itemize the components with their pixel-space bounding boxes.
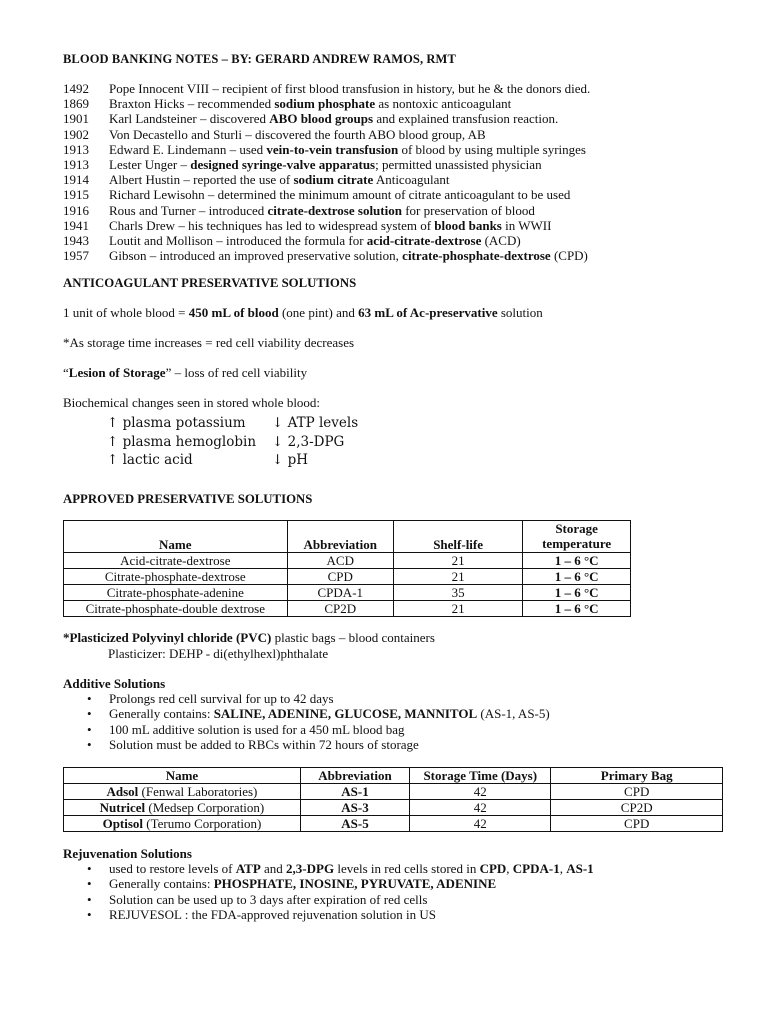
timeline-year: 1941: [63, 217, 89, 233]
table-cell: 21: [393, 600, 522, 616]
manufacturer: (Terumo Corporation): [143, 815, 262, 831]
list-item: [109, 737, 723, 753]
text-run: solution: [497, 305, 543, 321]
table-cell: 42: [410, 783, 551, 799]
timeline-row: [63, 248, 723, 263]
bold-text: SALINE, ADENINE, GLUCOSE, MANNITOL: [213, 706, 478, 722]
biochem-intro: Biochemical changes seen in stored whole blood:: [63, 395, 321, 411]
text-run: (CPD): [550, 248, 588, 264]
bold-text: citrate-dextrose solution: [267, 202, 402, 218]
bold-text: sodium phosphate: [274, 96, 376, 112]
biochemical-changes-list: [107, 414, 723, 470]
biochem-decrease: ↓ ATP levels: [272, 415, 359, 432]
table-row: [64, 552, 631, 568]
table-cell: CP2D: [551, 799, 723, 815]
text-run: in WWII: [501, 217, 552, 233]
timeline-year: 1902: [63, 126, 89, 142]
table-cell: 1 – 6 °C: [523, 584, 631, 600]
bold-text: acid-citrate-dextrose: [366, 232, 482, 248]
text-run: as nontoxic anticoagulant: [375, 96, 512, 112]
timeline-text: [109, 203, 535, 218]
table-cell: 1 – 6 °C: [523, 568, 631, 584]
document-title: BLOOD BANKING NOTES – BY: GERARD ANDREW RAMOS, RMT: [63, 52, 456, 66]
bold-text: *Plasticized Polyvinyl chloride (PVC): [63, 629, 272, 645]
timeline-year: 1492: [63, 81, 89, 96]
table-cell: 35: [393, 584, 522, 600]
table-header-row: [64, 520, 631, 552]
list-item: [109, 907, 723, 923]
biochem-decrease: ↓ pH: [272, 452, 309, 469]
table-cell: 1 – 6 °C: [523, 600, 631, 616]
rejuvenation-heading: Rejuvenation Solutions: [63, 845, 192, 861]
table-header-row: [64, 767, 723, 783]
table-cell: 42: [410, 799, 551, 815]
text-run: (one pint) and: [278, 305, 359, 321]
timeline-text: [109, 187, 570, 202]
bold-text: designed syringe-valve apparatus: [190, 156, 376, 172]
biochem-decrease: ↓ 2,3-DPG: [272, 433, 345, 450]
timeline-year: 1901: [63, 111, 89, 127]
plasticizer-line: Plasticizer: DEHP - di(ethylhexl)phthalate: [108, 645, 329, 661]
list-item: [109, 876, 723, 892]
bold-text: CPDA-1: [512, 860, 560, 876]
bold-text: ATP: [235, 860, 261, 876]
table-cell: AS-1: [300, 783, 409, 799]
bold-text: ABO blood groups: [269, 111, 374, 127]
history-timeline: [63, 81, 723, 263]
timeline-row: [63, 218, 723, 233]
text-run: Lester Unger –: [109, 156, 191, 172]
text-run: and explained transfusion reaction.: [373, 111, 559, 127]
table-cell: CPD: [551, 783, 723, 799]
bold-text: 63 mL of Ac-preservative: [358, 305, 498, 321]
table-cell: 21: [393, 568, 522, 584]
text-run: (ACD): [481, 232, 521, 248]
product-name: Adsol: [106, 783, 139, 799]
timeline-year: 1957: [63, 248, 89, 264]
bold-text: Lesion of Storage: [68, 365, 166, 381]
text-run: ” – loss of red cell viability: [165, 365, 308, 381]
approved-solutions-table: [63, 520, 631, 617]
timeline-row: [63, 203, 723, 218]
additive-bullets: [63, 691, 723, 753]
text-run: and: [260, 860, 287, 876]
table-cell: [64, 783, 301, 799]
text-run: Solution can be used up to 3 days after expiration of red cells: [109, 891, 428, 907]
lesion-of-storage-line: [63, 365, 723, 381]
biochem-increase: ↑ plasma hemoglobin: [107, 433, 257, 450]
text-run: plastic bags – blood containers: [271, 629, 435, 645]
timeline-row: [63, 127, 723, 142]
document-page: [63, 52, 723, 923]
approved-heading: APPROVED PRESERVATIVE SOLUTIONS: [63, 491, 313, 506]
bold-text: citrate-phosphate-dextrose: [402, 248, 551, 264]
text-run: Gibson – introduced an improved preservative solution,: [109, 248, 403, 264]
text-run: Rous and Turner – introduced: [109, 202, 268, 218]
bold-text: CPD: [479, 860, 507, 876]
table-cell: CPDA-1: [287, 584, 393, 600]
timeline-text: [109, 172, 449, 187]
timeline-text: [109, 233, 521, 248]
table-cell: CPD: [287, 568, 393, 584]
anticoag-heading: ANTICOAGULANT PRESERVATIVE SOLUTIONS: [63, 276, 357, 291]
table-cell: Citrate-phosphate-double dextrose: [64, 600, 288, 616]
text-run: REJUVESOL : the FDA-approved rejuvenation solution in US: [109, 907, 437, 923]
text-run: Generally contains:: [109, 876, 214, 892]
biochem-row: [107, 414, 723, 433]
text-run: Prolongs red cell survival for up to 42 days: [109, 690, 334, 706]
table-cell: ACD: [287, 552, 393, 568]
text-run: of blood by using multiple syringes: [398, 141, 586, 157]
text-run: 1 unit of whole blood =: [63, 305, 189, 321]
table-cell: CPD: [551, 815, 723, 831]
biochem-increase: ↑ plasma potassium: [107, 415, 246, 432]
text-run: Karl Landsteiner – discovered: [109, 111, 270, 127]
text-run: Von Decastello and Sturli – discovered the fourth ABO blood group, AB: [109, 126, 486, 142]
table-cell: Citrate-phosphate-adenine: [64, 584, 288, 600]
text-run: Braxton Hicks – recommended: [109, 96, 275, 112]
text-run: “: [63, 365, 69, 381]
table-row: [64, 815, 723, 831]
column-header: Abbreviation: [287, 520, 393, 552]
timeline-text: [109, 248, 588, 263]
bold-text: PHOSPHATE, INOSINE, PYRUVATE, ADENINE: [213, 876, 497, 892]
bold-text: 2,3-DPG: [286, 860, 335, 876]
timeline-text: [109, 96, 511, 111]
column-header: Name: [64, 520, 288, 552]
text-run: Pope Innocent VIII – recipient of first blood transfusion in history, but he & the donors died.: [109, 81, 591, 96]
storage-note: *As storage time increases = red cell viability decreases: [63, 335, 355, 351]
bold-text: blood banks: [434, 217, 502, 233]
table-cell: 21: [393, 552, 522, 568]
bold-text: vein-to-vein transfusion: [266, 141, 399, 157]
text-run: Solution must be added to RBCs within 72 hours of storage: [109, 737, 419, 753]
timeline-row: [63, 187, 723, 202]
text-run: Albert Hustin – reported the use of: [109, 172, 294, 188]
timeline-row: [63, 142, 723, 157]
timeline-text: [109, 142, 586, 157]
rejuvenation-bullets: [63, 861, 723, 923]
manufacturer: (Fenwal Laboratories): [138, 783, 258, 799]
timeline-year: 1913: [63, 141, 89, 157]
timeline-text: [109, 81, 590, 96]
table-cell: 1 – 6 °C: [523, 552, 631, 568]
text-run: Generally contains:: [109, 706, 214, 722]
text-run: Edward E. Lindemann – used: [109, 141, 267, 157]
timeline-year: 1913: [63, 156, 89, 172]
list-item: [109, 861, 723, 877]
table-cell: [64, 815, 301, 831]
biochem-increase: ↑ lactic acid: [107, 452, 193, 469]
text-run: Anticoagulant: [373, 172, 450, 188]
timeline-row: [63, 96, 723, 111]
biochem-row: [107, 451, 723, 470]
timeline-text: [109, 127, 486, 142]
timeline-row: [63, 111, 723, 126]
timeline-text: [109, 218, 551, 233]
table-cell: Citrate-phosphate-dextrose: [64, 568, 288, 584]
pvc-line: [63, 630, 723, 646]
timeline-text: [109, 157, 542, 172]
text-run: levels in red cells stored in: [334, 860, 480, 876]
timeline-text: [109, 111, 558, 126]
text-run: Loutit and Mollison – introduced the formula for: [109, 232, 367, 248]
timeline-year: 1914: [63, 172, 89, 188]
text-run: for preservation of blood: [401, 202, 535, 218]
biochem-row: [107, 433, 723, 452]
text-run: ,: [506, 860, 513, 876]
table-cell: AS-5: [300, 815, 409, 831]
table-cell: 42: [410, 815, 551, 831]
product-name: Optisol: [102, 815, 144, 831]
column-header: Storage Time (Days): [410, 767, 551, 783]
column-header: Abbreviation: [300, 767, 409, 783]
list-item: [109, 691, 723, 707]
text-run: (AS-1, AS-5): [477, 706, 550, 722]
timeline-year: 1916: [63, 202, 89, 218]
table-cell: Acid-citrate-dextrose: [64, 552, 288, 568]
text-run: used to restore levels of: [109, 860, 236, 876]
column-header: Name: [64, 767, 301, 783]
unit-whole-blood-line: [63, 305, 723, 321]
text-run: 100 mL additive solution is used for a 450 mL blood bag: [109, 721, 405, 737]
list-item: [109, 892, 723, 908]
bold-text: 450 mL of blood: [188, 305, 279, 321]
timeline-row: [63, 81, 723, 96]
column-header: Storage temperature: [523, 520, 631, 552]
table-cell: CP2D: [287, 600, 393, 616]
bold-text: AS-1: [566, 860, 594, 876]
table-cell: [64, 799, 301, 815]
text-run: ; permitted unassisted physician: [375, 156, 542, 172]
table-row: [64, 568, 631, 584]
table-row: [64, 799, 723, 815]
timeline-year: 1869: [63, 96, 89, 112]
column-header: Primary Bag: [551, 767, 723, 783]
product-name: Nutricel: [99, 799, 146, 815]
timeline-year: 1943: [63, 232, 89, 248]
list-item: [109, 706, 723, 722]
timeline-row: [63, 172, 723, 187]
table-cell: AS-3: [300, 799, 409, 815]
table-row: [64, 600, 631, 616]
list-item: [109, 722, 723, 738]
table-row: [64, 584, 631, 600]
timeline-row: [63, 157, 723, 172]
column-header: Shelf-life: [393, 520, 522, 552]
manufacturer: (Medsep Corporation): [145, 799, 265, 815]
table-row: [64, 783, 723, 799]
text-run: Charls Drew – his techniques has led to widespread system of: [109, 217, 435, 233]
text-run: Richard Lewisohn – determined the minimum amount of citrate anticoagulant to be used: [109, 187, 571, 203]
additive-heading: Additive Solutions: [63, 675, 166, 691]
timeline-year: 1915: [63, 187, 89, 203]
text-run: ,: [559, 860, 567, 876]
bold-text: sodium citrate: [293, 172, 374, 188]
additive-solutions-table: [63, 767, 723, 832]
timeline-row: [63, 233, 723, 248]
